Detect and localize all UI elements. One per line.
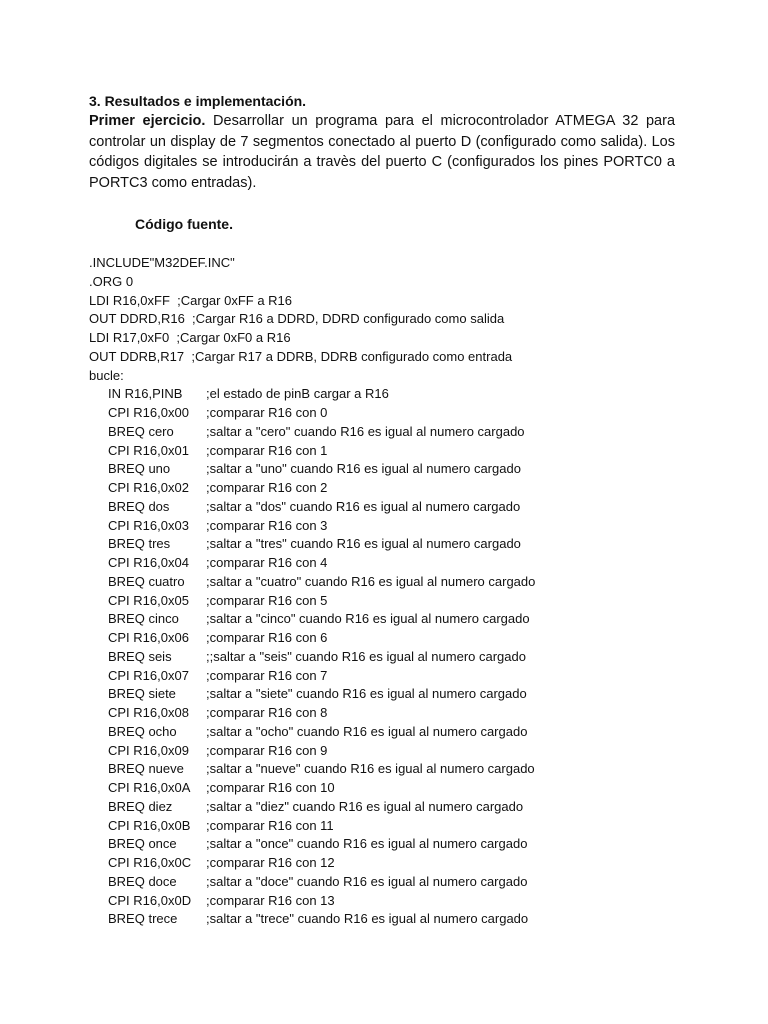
code-line bbox=[89, 460, 535, 479]
code-comment: ;saltar a "cuatro" cuando R16 es igual al numero cargado bbox=[206, 573, 536, 589]
code-instruction: IN R16,PINB bbox=[108, 386, 183, 402]
code-comment: ;saltar a "tres" cuando R16 es igual al numero cargado bbox=[206, 536, 521, 552]
code-line bbox=[89, 742, 535, 761]
code-line bbox=[89, 592, 535, 611]
source-code-heading: Código fuente. bbox=[135, 216, 233, 232]
code-line bbox=[89, 704, 535, 723]
code-instruction: CPI R16,0x00 bbox=[108, 405, 189, 420]
code-comment: ;saltar a "uno" cuando R16 es igual al numero cargado bbox=[206, 461, 521, 477]
code-line: .ORG 0 bbox=[89, 273, 134, 289]
code-line bbox=[89, 854, 535, 873]
code-line bbox=[89, 610, 535, 629]
code-instruction: CPI R16,0x06 bbox=[108, 630, 189, 645]
code-line bbox=[89, 873, 535, 892]
code-comment: ;saltar a "ocho" cuando R16 es igual al numero cargado bbox=[206, 723, 528, 739]
code-instruction: CPI R16,0x04 bbox=[108, 555, 189, 570]
code-line bbox=[89, 910, 535, 929]
code-line bbox=[89, 385, 535, 404]
code-instruction: BREQ cinco bbox=[108, 611, 179, 627]
exercise-lead: Primer ejercicio. bbox=[89, 113, 206, 129]
code-line bbox=[89, 779, 535, 798]
code-instruction: BREQ ocho bbox=[108, 723, 177, 739]
code-instruction: BREQ nueve bbox=[108, 761, 184, 777]
code-line bbox=[89, 442, 535, 461]
code-line: bucle: bbox=[89, 367, 124, 383]
code-instruction: BREQ trece bbox=[108, 911, 178, 927]
code-line bbox=[89, 479, 535, 498]
code-instruction: CPI R16,0x03 bbox=[108, 517, 189, 533]
code-instruction: BREQ seis bbox=[108, 648, 172, 664]
code-line bbox=[89, 685, 535, 704]
code-instruction: CPI R16,0x01 bbox=[108, 442, 189, 458]
code-comment: ;comparar R16 con 8 bbox=[206, 705, 328, 720]
code-comment: ;comparar R16 con 7 bbox=[206, 667, 328, 683]
code-instruction: BREQ uno bbox=[108, 461, 171, 477]
code-line bbox=[89, 760, 535, 779]
code-instruction: BREQ cuatro bbox=[108, 573, 185, 589]
code-comment: ;comparar R16 con 4 bbox=[206, 555, 328, 570]
code-instruction: BREQ doce bbox=[108, 873, 177, 889]
code-comment: ;saltar a "siete" cuando R16 es igual al numero cargado bbox=[206, 686, 527, 702]
code-instruction: BREQ siete bbox=[108, 686, 176, 702]
code-comment: ;comparar R16 con 12 bbox=[206, 855, 335, 870]
code-line bbox=[89, 404, 535, 423]
code-line bbox=[89, 517, 535, 536]
code-comment: ;comparar R16 con 2 bbox=[206, 480, 328, 495]
code-instruction: CPI R16,0x0A bbox=[108, 780, 191, 795]
code-line bbox=[89, 498, 535, 517]
code-comment: ;comparar R16 con 6 bbox=[206, 630, 328, 645]
code-line bbox=[89, 817, 535, 836]
code-comment: ;saltar a "nueve" cuando R16 es igual al numero cargado bbox=[206, 761, 535, 777]
code-line bbox=[89, 423, 535, 442]
code-line: LDI R17,0xF0 ;Cargar 0xF0 a R16 bbox=[89, 330, 291, 345]
exercise-description: Desarrollar un programa para el microcontrolador ATMEGA 32 para controlar un display de 7 segmentos conectado al puerto D (configurado como salida). Los códigos digitales se introducirán a travès del puerto C (configurados los pines PORTC0 a PORTC3 como entradas). bbox=[89, 113, 676, 191]
section-heading: 3. Resultados e implementación. bbox=[89, 93, 307, 109]
code-line bbox=[89, 892, 535, 911]
code-comment: ;comparar R16 con 11 bbox=[206, 817, 334, 833]
code-comment: ;comparar R16 con 13 bbox=[206, 892, 335, 908]
code-comment: ;comparar R16 con 3 bbox=[206, 517, 328, 533]
code-line bbox=[89, 535, 535, 554]
code-line: OUT DDRB,R17 ;Cargar R17 a DDRB, DDRB configurado como entrada bbox=[89, 348, 513, 364]
code-instruction: BREQ dos bbox=[108, 498, 170, 514]
code-line: OUT DDRD,R16 ;Cargar R16 a DDRD, DDRD configurado como salida bbox=[89, 311, 505, 327]
code-line bbox=[89, 648, 535, 667]
code-line: .INCLUDE"M32DEF.INC" bbox=[89, 255, 235, 270]
code-instruction: BREQ once bbox=[108, 836, 177, 852]
code-line bbox=[89, 798, 535, 817]
code-comment: ;saltar a "dos" cuando R16 es igual al numero cargado bbox=[206, 498, 521, 514]
code-instruction: CPI R16,0x08 bbox=[108, 705, 189, 720]
exercise-paragraph bbox=[89, 111, 675, 193]
code-comment: ;saltar a "doce" cuando R16 es igual al numero cargado bbox=[206, 873, 528, 889]
code-instruction: CPI R16,0x0B bbox=[108, 817, 191, 833]
code-line bbox=[89, 573, 535, 592]
code-instruction: CPI R16,0x09 bbox=[108, 742, 189, 758]
code-line bbox=[89, 629, 535, 648]
code-line bbox=[89, 723, 535, 742]
code-comment: ;saltar a "trece" cuando R16 es igual al numero cargado bbox=[206, 911, 529, 927]
code-instruction: CPI R16,0x0C bbox=[108, 855, 192, 870]
source-code-listing bbox=[89, 254, 535, 929]
code-instruction: CPI R16,0x02 bbox=[108, 480, 189, 495]
code-comment: ;saltar a "cinco" cuando R16 es igual al numero cargado bbox=[206, 611, 530, 627]
code-comment: ;comparar R16 con 10 bbox=[206, 780, 335, 795]
code-comment: ;saltar a "cero" cuando R16 es igual al numero cargado bbox=[206, 423, 525, 439]
code-instruction: BREQ cero bbox=[108, 423, 174, 439]
code-instruction: CPI R16,0x07 bbox=[108, 667, 189, 683]
code-line: LDI R16,0xFF ;Cargar 0xFF a R16 bbox=[89, 292, 293, 308]
code-instruction: BREQ tres bbox=[108, 536, 171, 552]
code-comment: ;saltar a "diez" cuando R16 es igual al numero cargado bbox=[206, 798, 524, 814]
code-comment: ;comparar R16 con 0 bbox=[206, 405, 328, 420]
code-line bbox=[89, 667, 535, 686]
code-line bbox=[89, 554, 535, 573]
code-comment: ;;saltar a "seis" cuando R16 es igual al numero cargado bbox=[206, 648, 526, 664]
code-comment: ;comparar R16 con 5 bbox=[206, 592, 328, 608]
code-line bbox=[89, 835, 535, 854]
code-comment: ;el estado de pinB cargar a R16 bbox=[206, 386, 389, 402]
code-instruction: CPI R16,0x0D bbox=[108, 892, 192, 908]
code-instruction: CPI R16,0x05 bbox=[108, 592, 189, 608]
code-comment: ;comparar R16 con 9 bbox=[206, 742, 328, 758]
code-comment: ;saltar a "once" cuando R16 es igual al numero cargado bbox=[206, 836, 528, 852]
code-comment: ;comparar R16 con 1 bbox=[206, 442, 328, 458]
code-instruction: BREQ diez bbox=[108, 798, 173, 814]
